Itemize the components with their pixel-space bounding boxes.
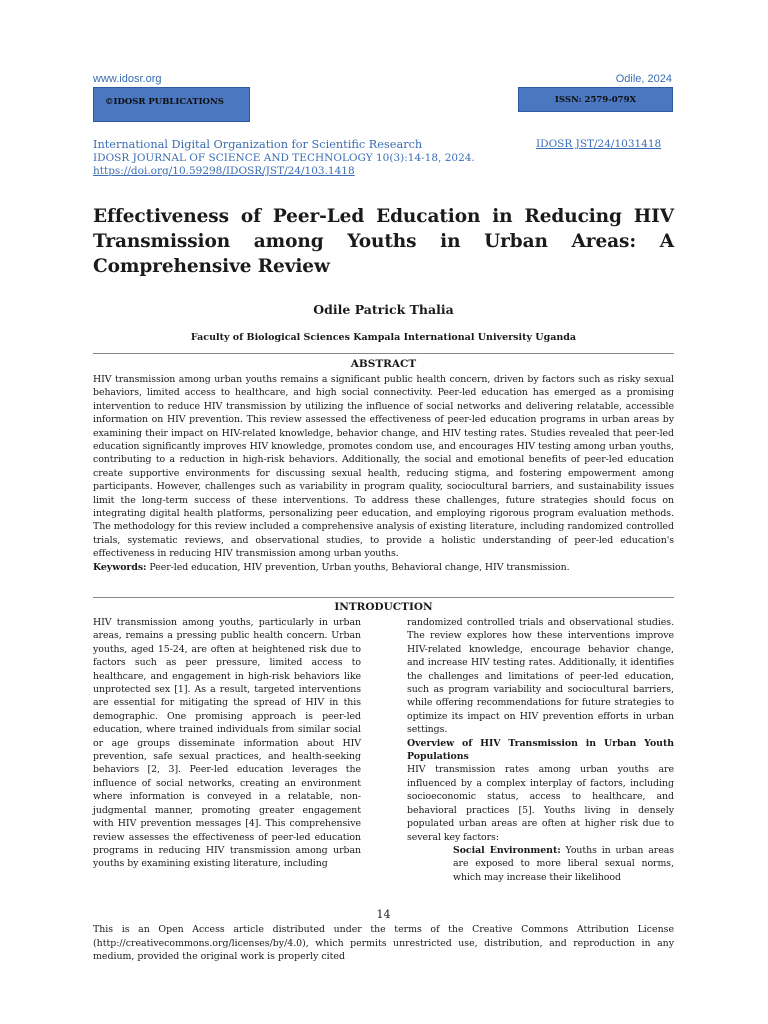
abstract-body (93, 373, 674, 574)
affiliation: Faculty of Biological Sciences Kampala International University Uganda (190, 332, 577, 343)
intro-left-column: HIV transmission among youths, particularly in urban areas, remains a pressing public health concern. Urban youths, aged 15-24, are often at heightened risk due to factors such as peer pressure, limited access to healthcare, and engagement in high-risk behaviors like unprotected sex [1]. As a result, targeted interventions are essential for mitigating the spread of HIV in this demographic. One promising approach is peer-led education, where trained individuals from similar social or age groups disseminate information about HIV prevention, safe sexual practices, and health-seeking behaviors [2, 3]. Peer-led education leverages the influence of social networks, creating an environment where information is conveyed in a relatable, non-judgmental manner, promoting greater engagement with HIV prevention messages [4]. This comprehensive review assesses the effectiveness of peer-led education programs in reducing HIV transmission among urban youths by examining existing literature, including (93, 617, 361, 870)
intro-top-rule (93, 597, 674, 598)
intro-right-paragraph-1: randomized controlled trials and observational studies. The review explores how these interventions improve HIV-related knowledge, encourage behavior change, and increase HIV testing rates. Additionally, it identifies the challenges and limitations of peer-led education, such as program variability and sociocultural barriers, while offering recommendations for future strategies to optimize its impact on HIV prevention efforts in urban settings. (407, 617, 674, 736)
author-date: Odile, 2024 (615, 73, 672, 85)
article-title: Effectiveness of Peer-Led Education in Reducing HIV Transmission among Youths in Urban Areas: A Comprehensive Review (93, 206, 674, 277)
bullet-label: Social Environment: (453, 844, 561, 856)
intro-heading: INTRODUCTION (334, 601, 433, 613)
abstract-text: HIV transmission among urban youths remains a significant public health concern, driven by factors such as risky sexual behaviors, limited access to healthcare, and high social connectivity. Peer-led education has emerged as a promising intervention to reduce HIV transmission by utilizing the influence of social networks and delivering relatable, accessible information on HIV prevention. This review assessed the effectiveness of peer-led education programs in urban areas by examining their impact on HIV-related knowledge, behavior change, and HIV testing rates. Studies revealed that peer-led education significantly improves HIV knowledge, promotes condom use, and encourages HIV testing among urban youths, contributing to a reduction in high-risk behaviors. Additionally, the social and emotional benefits of peer-led education create supportive environments for discussing sexual health, reducing stigma, and fostering empowerment among participants. However, challenges such as variability in program quality, sociocultural barriers, and sustainability issues limit the long-term success of these interventions. To address these challenges, future strategies should focus on integrating digital health platforms, personalizing peer education, and employing rigorous program evaluation methods. The methodology for this review included a comprehensive analysis of existing literature, including randomized controlled trials, systematic reviews, and observational studies, to provide a holistic understanding of peer-led education's effectiveness in reducing HIV transmission among urban youths. (93, 374, 674, 560)
abstract-top-rule (93, 353, 674, 354)
author-name: Odile Patrick Thalia (313, 302, 454, 317)
bullet-item (407, 844, 674, 884)
publisher-badge (93, 87, 250, 122)
org-name: International Digital Organization for Scientific Research (93, 138, 423, 151)
publisher-badge-label: ©IDOSR PUBLICATIONS (105, 96, 224, 107)
issn-badge-label: ISSN: 2579-079X (554, 94, 637, 105)
article-code-link[interactable]: IDOSR JST/24/1031418 (536, 138, 662, 150)
overview-subheading: Overview of HIV Transmission in Urban Youth Populations (407, 737, 674, 763)
keywords-text: Peer-led education, HIV prevention, Urban youths, Behavioral change, HIV transmission. (149, 561, 570, 573)
intro-right-column (407, 616, 674, 884)
abstract-heading: ABSTRACT (350, 358, 417, 370)
keywords-label: Keywords: (93, 561, 147, 573)
page-number: 14 (376, 908, 391, 921)
issn-badge (518, 87, 673, 112)
bullet-text: Youths in urban areas are exposed to more liberal sexual norms, which may increase their likelihood (453, 844, 675, 883)
website-link[interactable]: www.idosr.org (93, 73, 162, 85)
journal-line: IDOSR JOURNAL OF SCIENCE AND TECHNOLOGY 10(3):14-18, 2024. (93, 152, 475, 164)
doi-link[interactable]: https://doi.org/10.59298/IDOSR/JST/24/103.1418 (93, 165, 355, 177)
license-footer: This is an Open Access article distributed under the terms of the Creative Commons Attribution License (http://creativecommons.org/licenses/by/4.0), which permits unrestricted use, distribution, and reproduction in any medium, provided the original work is properly cited (93, 924, 674, 963)
intro-right-paragraph-2: HIV transmission rates among urban youths are influenced by a complex interplay of factors, including socioeconomic status, access to healthcare, and behavioral practices [5]. Youths living in densely populated urban areas are often at higher risk due to several key factors: (407, 764, 674, 843)
